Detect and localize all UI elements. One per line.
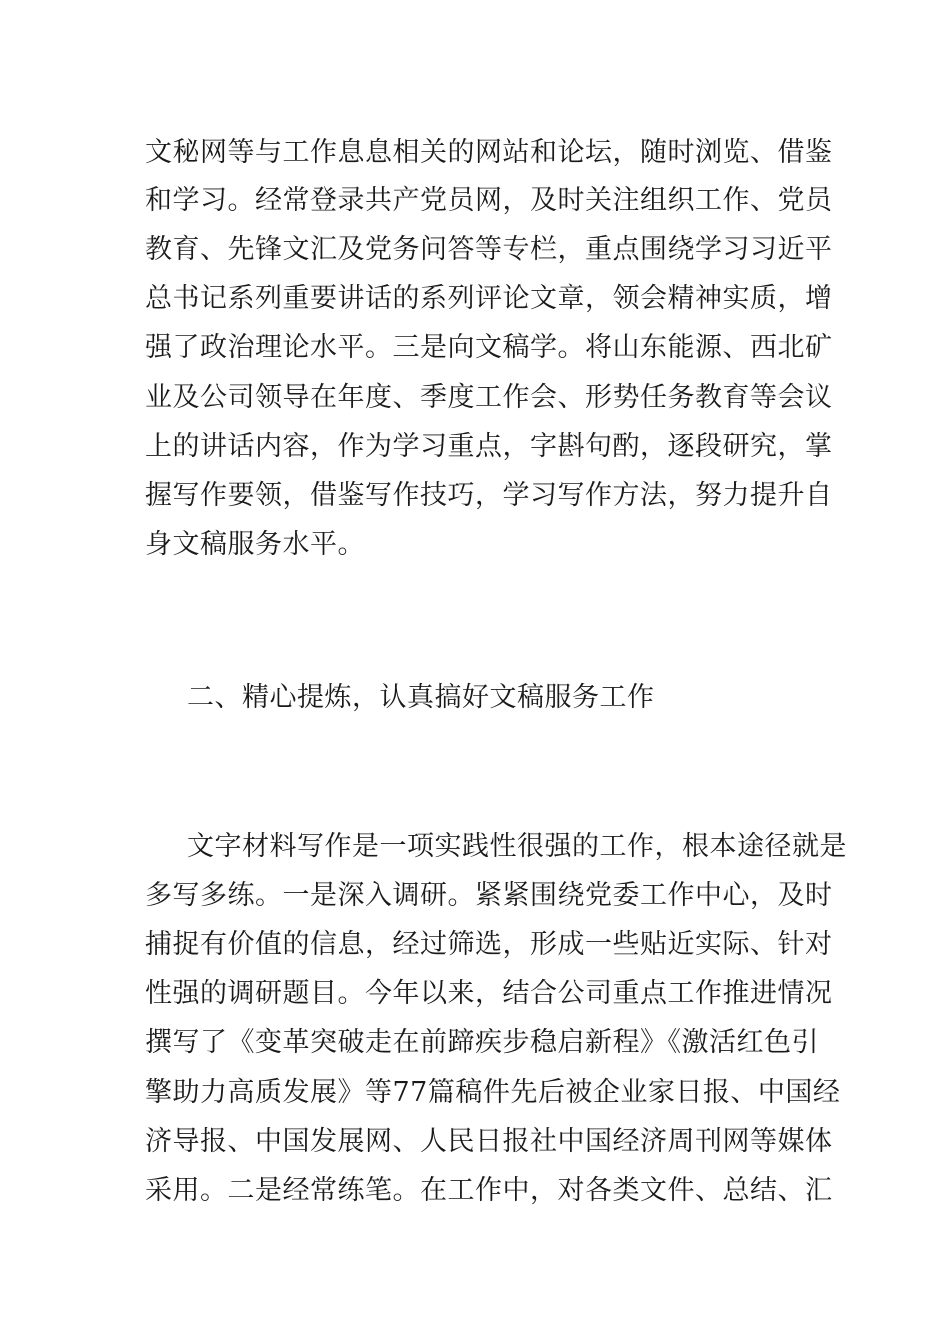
text-line: 济导报、中国发展网、人民日报社中国经济周刊网等媒体 xyxy=(145,1126,833,1157)
text-line: 捕捉有价值的信息，经过筛选，形成一些贴近实际、针对 xyxy=(145,929,833,960)
text-line: 文秘网等与工作息息相关的网站和论坛，随时浏览、借鉴 xyxy=(145,137,833,168)
text-line: 文字材料写作是一项实践性很强的工作，根本途径就是 xyxy=(187,831,847,862)
text-line: 身文稿服务水平。 xyxy=(145,529,365,560)
text-line: 总书记系列重要讲话的系列评论文章，领会精神实质，增 xyxy=(145,283,833,314)
text-line: 擎助力高质发展》等77篇稿件先后被企业家日报、中国经 xyxy=(145,1077,841,1108)
text-line: 业及公司领导在年度、季度工作会、形势任务教育等会议 xyxy=(145,382,833,413)
text-line: 上的讲话内容，作为学习重点，字斟句酌，逐段研究，掌 xyxy=(145,431,833,462)
text-line: 采用。二是经常练笔。在工作中，对各类文件、总结、汇 xyxy=(145,1175,833,1206)
text-line: 教育、先锋文汇及党务问答等专栏，重点围绕学习习近平 xyxy=(145,234,833,265)
text-line: 和学习。经常登录共产党员网，及时关注组织工作、党员 xyxy=(145,185,833,216)
text-line: 握写作要领，借鉴写作技巧，学习写作方法，努力提升自 xyxy=(145,480,833,511)
text-line: 性强的调研题目。今年以来，结合公司重点工作推进情况 xyxy=(145,978,833,1009)
section-heading: 二、精心提炼，认真搞好文稿服务工作 xyxy=(187,682,655,713)
text-line: 强了政治理论水平。三是向文稿学。将山东能源、西北矿 xyxy=(145,332,833,363)
text-line: 撰写了《变革突破走在前蹄疾步稳启新程》《激活红色引 xyxy=(145,1027,819,1058)
text-line: 多写多练。一是深入调研。紧紧围绕党委工作中心，及时 xyxy=(145,880,833,911)
